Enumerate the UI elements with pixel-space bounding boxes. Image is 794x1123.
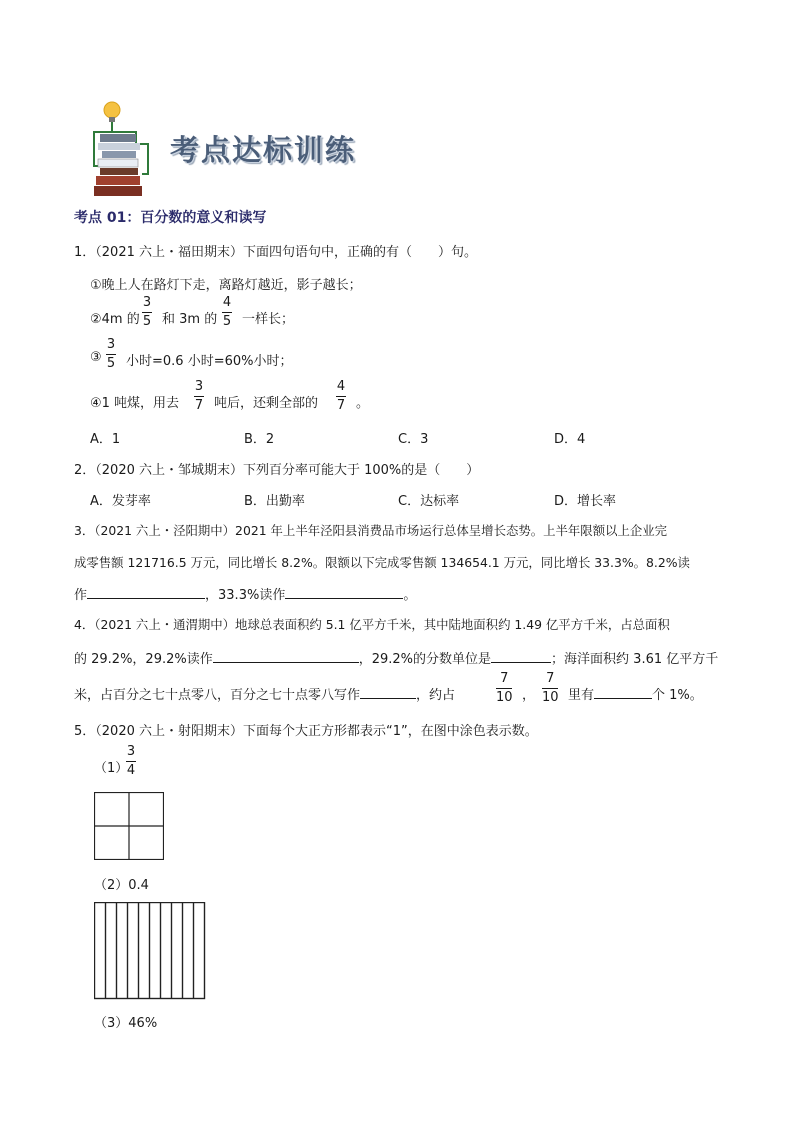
fraction-4-5: 4 5: [222, 295, 232, 329]
q3-line-1: 3．（2021 六上・泾阳期中）2021 年上半年泾阳县消费品市场运行总体呈增长态势。上半年限额以上企业完: [74, 523, 668, 538]
answer-blank[interactable]: [360, 686, 416, 699]
page-title: 考点达标训练: [170, 133, 357, 167]
q1-statement-2-b: 和 3m 的: [162, 312, 218, 327]
answer-blank[interactable]: [491, 650, 551, 663]
q2-option-a: A．发芽率: [90, 494, 151, 509]
q1-statement-4-c: 。: [356, 396, 370, 411]
answer-blank[interactable]: [213, 650, 359, 663]
q5-part-2-label: （2）0.4: [94, 878, 149, 893]
bulb-icon: [104, 102, 120, 118]
q1-option-c: C．3: [398, 432, 429, 447]
q4-line-3-c: ，: [522, 688, 536, 703]
books-lamp-logo: [86, 100, 156, 198]
q2-option-c: C．达标率: [398, 494, 460, 509]
q5-stem: 5．（2020 六上・射阳期末）下面每个大正方形都表示“1”，在图中涂色表示数。: [74, 724, 538, 739]
answer-blank[interactable]: [87, 586, 205, 599]
q1-statement-2-a: ②4m 的: [90, 312, 140, 327]
q2-option-b: B．出勤率: [244, 494, 305, 509]
q3-line-2: 成零售额 121716.5 万元，同比增长 8.2%。限额以下完成零售额 134654.1 万元，同比增长 33.3%。8.2%读: [74, 555, 690, 570]
fraction-3-5: 3 5: [142, 295, 152, 329]
q2-stem: 2．（2020 六上・邹城期末）下列百分率可能大于 100%的是（ ）: [74, 463, 480, 478]
answer-blank[interactable]: [594, 686, 652, 699]
q5-part-1-label: （1）: [94, 761, 129, 776]
fraction-7-10: 7 10: [496, 671, 513, 705]
q1-stem: 1．（2021 六上・福田期末）下面四句语句中，正确的有（ ）句。: [74, 245, 477, 260]
q2-option-d: D．增长率: [554, 494, 617, 509]
fraction-3-4: 3 4: [126, 744, 136, 778]
fraction-3-5: 3 5: [106, 337, 116, 371]
q1-statement-3-b: 小时=0.6 小时=60%小时；: [126, 354, 293, 369]
q1-option-a: A．1: [90, 432, 121, 447]
q1-statement-4-a: ④1 吨煤，用去: [90, 396, 180, 411]
q4-line-1: 4．（2021 六上・通渭期中）地球总表面积约 5.1 亿平方千米，其中陆地面积约 1.49 亿平方千米，占总面积: [74, 617, 670, 632]
q1-option-d: D．4: [554, 432, 586, 447]
q4-line-3-d: 里有 个 1%。: [568, 688, 703, 703]
square-grid-tenths[interactable]: [94, 902, 206, 1000]
q1-statement-3-a: ③: [90, 350, 102, 365]
q4-line-3-a: 米，占百分之七十点零八，百分之七十点零八写作 ，约占: [74, 688, 456, 703]
fraction-7-10: 7 10: [542, 671, 559, 705]
section-title: 考点 01：百分数的意义和读写: [74, 210, 267, 226]
fraction-4-7: 4 7: [336, 379, 346, 413]
answer-blank[interactable]: [285, 586, 403, 599]
q1-option-b: B．2: [244, 432, 275, 447]
square-grid-quarters[interactable]: [94, 792, 164, 860]
fraction-3-7: 3 7: [194, 379, 204, 413]
q1-statement-1: ①晚上人在路灯下走，离路灯越近，影子越长；: [90, 278, 362, 293]
q5-part-3-label: （3）46%: [94, 1016, 158, 1031]
q1-statement-2-c: 一样长；: [242, 312, 295, 327]
q1-statement-4-b: 吨后，还剩全部的: [214, 396, 319, 411]
q3-line-3: 作 ，33.3%读作 。: [74, 588, 417, 603]
q4-line-2: 的 29.2%，29.2%读作 ，29.2%的分数单位是 ；海洋面积约 3.61 亿平方千: [74, 652, 719, 667]
